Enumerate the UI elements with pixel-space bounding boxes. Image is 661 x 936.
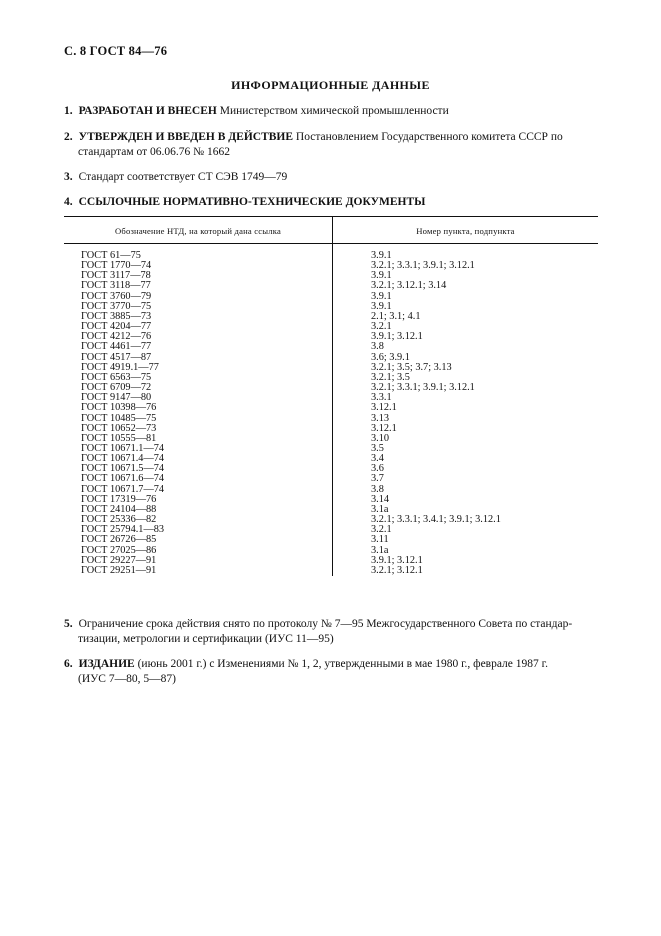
- clause-cell: 3.8: [371, 341, 384, 353]
- document-cell: ГОСТ 4919.1—77: [64, 363, 333, 373]
- clause-cell: 3.7: [371, 473, 384, 485]
- document-cell: ГОСТ 27025—86: [64, 546, 333, 556]
- clause-cell: 3.14: [371, 493, 390, 505]
- document-cell: ГОСТ 10555—81: [64, 434, 333, 444]
- document-cell: ГОСТ 3118—77: [64, 281, 333, 291]
- clause-cell: 3.2.1; 3.3.1; 3.4.1; 3.9.1; 3.12.1: [371, 514, 501, 526]
- document-cell: ГОСТ 4204—77: [64, 322, 333, 332]
- clause-cell: 3.12.1: [371, 402, 397, 414]
- clause-cell: 3.6: [371, 463, 384, 475]
- table-row: [64, 566, 598, 576]
- document-cell: ГОСТ 24104—88: [64, 505, 333, 515]
- item-number: 5.: [64, 618, 73, 630]
- table-row: [64, 535, 598, 545]
- section-title: ИНФОРМАЦИОННЫЕ ДАННЫЕ: [231, 78, 430, 92]
- column-header-clause: Номер пункта, подпункта: [333, 217, 599, 244]
- document-cell: ГОСТ 4212—76: [64, 332, 333, 342]
- table-body: [64, 244, 598, 577]
- document-cell: ГОСТ 1770—74: [64, 261, 333, 271]
- document-cell: ГОСТ 3885—73: [64, 312, 333, 322]
- item-number: 6.: [64, 658, 73, 670]
- clause-cell: 3.8: [371, 483, 384, 495]
- item-number: 4.: [64, 196, 73, 208]
- item-text: Ограничение срока действия снято по протоколу № 7—95 Межгосударственного Совета по стандар-: [78, 618, 573, 630]
- item-4: [64, 195, 610, 210]
- document-cell: ГОСТ 10398—76: [64, 403, 333, 413]
- clause-cell: 3.9.1: [371, 250, 392, 261]
- page-header: С. 8 ГОСТ 84—76: [64, 44, 168, 58]
- item-1: [64, 104, 610, 119]
- table-header-row: [64, 217, 598, 244]
- document-cell: ГОСТ 10671.1—74: [64, 444, 333, 454]
- clause-cell: 3.2.1: [371, 321, 392, 333]
- table-row: [64, 403, 598, 413]
- document-cell: ГОСТ 26726—85: [64, 535, 333, 545]
- document-cell: ГОСТ 10485—75: [64, 414, 333, 424]
- document-cell: ГОСТ 3117—78: [64, 271, 333, 281]
- document-cell: ГОСТ 4461—77: [64, 342, 333, 352]
- clause-cell: 3.5: [371, 442, 384, 454]
- item-2: [64, 130, 610, 160]
- clause-cell: 3.2.1; 3.3.1; 3.9.1; 3.12.1: [371, 260, 475, 272]
- clause-cell: 3.3.1: [371, 392, 392, 404]
- document-cell: ГОСТ 6709—72: [64, 383, 333, 393]
- document-cell: ГОСТ 29227—91: [64, 556, 333, 566]
- clause-cell: 2.1; 3.1; 4.1: [371, 310, 421, 322]
- clause-cell: 3.12.1: [371, 422, 397, 434]
- column-header-document: Обозначение НТД, на который дана ссылка: [64, 217, 333, 244]
- document-cell: ГОСТ 3770—75: [64, 302, 333, 312]
- item-lead: ССЫЛОЧНЫЕ НОРМАТИВНО-ТЕХНИЧЕСКИЕ ДОКУМЕНТЫ: [78, 196, 426, 208]
- clause-cell: 3.10: [371, 432, 390, 444]
- clause-cell: 3.1а: [371, 544, 389, 556]
- document-cell: ГОСТ 3760—79: [64, 292, 333, 302]
- item-lead: ИЗДАНИЕ: [78, 658, 135, 670]
- document-cell: ГОСТ 10671.7—74: [64, 485, 333, 495]
- document-cell: ГОСТ 61—75: [64, 244, 333, 262]
- item-text-continued: (ИУС 7—80, 5—87): [78, 673, 176, 685]
- document-cell: ГОСТ 9147—80: [64, 393, 333, 403]
- clause-cell: 3.2.1; 3.5: [371, 371, 410, 383]
- clause-cell: 3.2.1; 3.3.1; 3.9.1; 3.12.1: [371, 382, 475, 394]
- clause-cell: 3.6; 3.9.1: [371, 351, 410, 363]
- reference-table: [64, 216, 598, 576]
- item-text: Стандарт соответствует СТ СЭВ 1749—79: [78, 171, 288, 183]
- item-lead: РАЗРАБОТАН И ВНЕСЕН: [78, 105, 217, 117]
- item-text: Постановлением Государственного комитета СССР по: [295, 131, 563, 143]
- item-5: [64, 617, 610, 647]
- clause-cell: 3.11: [371, 534, 389, 546]
- item-text-continued: стандартам от 06.06.76 № 1662: [78, 146, 230, 158]
- item-text: Министерством химической промышленности: [219, 105, 449, 117]
- clause-cell: 3.9.1; 3.12.1: [371, 554, 423, 566]
- document-cell: ГОСТ 10671.4—74: [64, 454, 333, 464]
- document-cell: ГОСТ 17319—76: [64, 495, 333, 505]
- clause-cell: 3.9.1: [371, 300, 392, 312]
- item-number: 1.: [64, 105, 73, 117]
- document-cell: ГОСТ 4517—87: [64, 353, 333, 363]
- clause-cell: 3.2.1; 3.12.1; 3.14: [371, 280, 447, 292]
- item-6: [64, 657, 610, 687]
- document-cell: ГОСТ 10671.6—74: [64, 474, 333, 484]
- clause-cell: 3.9.1; 3.12.1: [371, 331, 423, 343]
- clause-cell: 3.9.1: [371, 290, 392, 302]
- item-number: 2.: [64, 131, 73, 143]
- document-cell: ГОСТ 25336—82: [64, 515, 333, 525]
- document-cell: ГОСТ 10671.5—74: [64, 464, 333, 474]
- clause-cell: 3.13: [371, 412, 390, 424]
- item-text-continued: тизации, метрологии и сертификации (ИУС 11—95): [78, 633, 334, 645]
- clause-cell: 3.2.1; 3.12.1: [371, 564, 423, 576]
- clause-cell: 3.9.1: [371, 270, 392, 282]
- item-text: (июнь 2001 г.) с Изменениями № 1, 2, утвержденными в мае 1980 г., феврале 1987 г.: [137, 658, 548, 670]
- clause-cell: 3.2.1: [371, 524, 392, 536]
- document-cell: ГОСТ 25794.1—83: [64, 525, 333, 535]
- item-lead: УТВЕРЖДЕН И ВВЕДЕН В ДЕЙСТВИЕ: [78, 131, 294, 143]
- clause-cell: 3.2.1; 3.5; 3.7; 3.13: [371, 361, 452, 373]
- item-number: 3.: [64, 171, 73, 183]
- document-cell: ГОСТ 10652—73: [64, 424, 333, 434]
- document-cell: ГОСТ 6563—75: [64, 373, 333, 383]
- clause-cell: 3.4: [371, 453, 384, 465]
- document-cell: ГОСТ 29251—91: [64, 566, 333, 576]
- table-row: [64, 244, 598, 262]
- item-3: [64, 170, 610, 185]
- clause-cell: 3.1а: [371, 503, 389, 515]
